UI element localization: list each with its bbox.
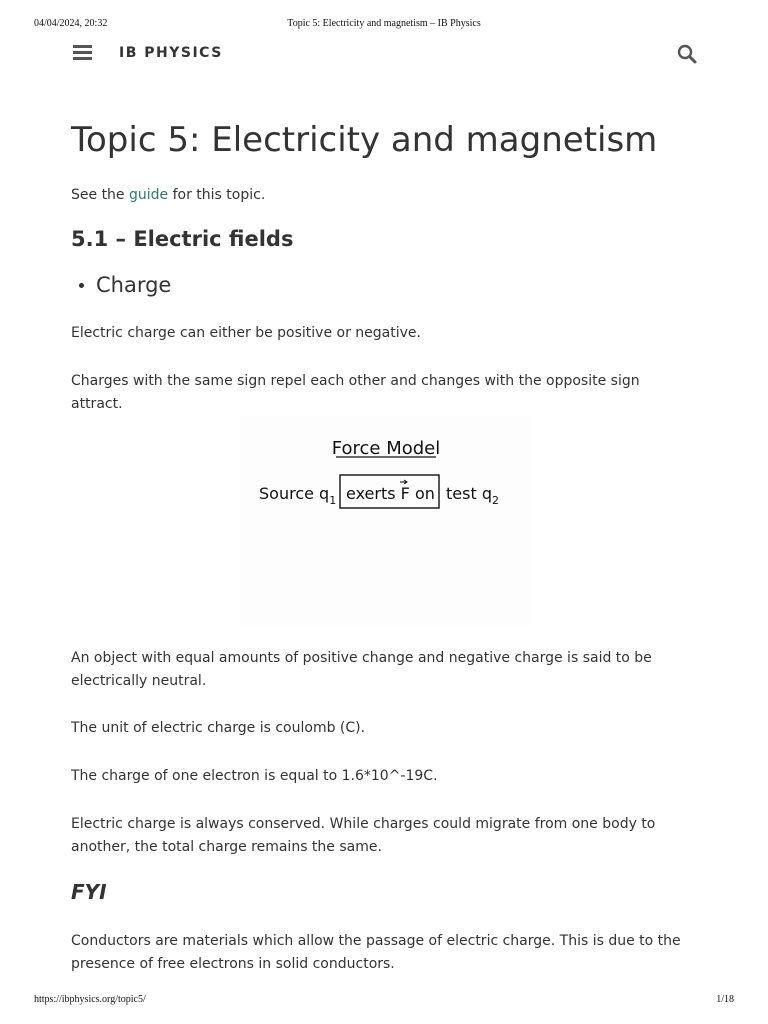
figure-title: Force Model	[331, 438, 441, 459]
fyi-heading: FYI	[71, 880, 107, 904]
print-url: https://ibphysics.org/topic5/	[34, 994, 146, 1005]
hamburger-menu-icon[interactable]	[73, 45, 92, 61]
site-header	[0, 40, 768, 70]
intro-text-before: See the	[71, 187, 129, 203]
paragraph: Electric charge can either be positive or negative.	[71, 325, 421, 341]
paragraph: An object with equal amounts of positive change and negative charge is said to be electrically neutral.	[71, 650, 652, 689]
paragraph: Electric charge is always conserved. While charges could migrate from one body to another, the total charge remains the same.	[71, 816, 656, 855]
figure-test-label: test $q_2$	[446, 484, 499, 507]
charge-heading: Charge	[96, 273, 172, 297]
paragraph: Charges with the same sign repel each other and changes with the opposite sign attract.	[71, 373, 640, 412]
search-icon[interactable]	[677, 44, 697, 64]
print-page-number: 1/18	[716, 994, 734, 1005]
force-model-diagram	[240, 416, 532, 626]
site-title[interactable]: IB PHYSICS	[119, 45, 223, 61]
section-heading: 5.1 – Electric fields	[71, 227, 294, 251]
guide-link[interactable]: guide	[129, 187, 169, 203]
paragraph: The charge of one electron is equal to 1.6*10^-19C.	[71, 768, 438, 784]
paragraph: The unit of electric charge is coulomb (C).	[71, 720, 366, 736]
print-datetime: 04/04/2024, 20:32	[34, 18, 108, 29]
print-header	[0, 18, 768, 32]
fyi-paragraph: Conductors are materials which allow the passage of electric charge. This is due to the presence of free electrons in solid conductors.	[71, 933, 681, 972]
force-model-figure	[240, 416, 532, 626]
intro-paragraph	[71, 184, 691, 207]
print-page-title: Topic 5: Electricity and magnetism – IB Physics	[287, 18, 481, 29]
bullet-dot	[79, 283, 84, 288]
figure-source-label: Source $q_1$	[259, 484, 337, 507]
figure-box-label: exerts F on	[346, 484, 435, 503]
print-footer	[0, 994, 768, 1008]
page-title: Topic 5: Electricity and magnetism	[71, 120, 658, 160]
intro-text-after: for this topic.	[168, 187, 266, 203]
